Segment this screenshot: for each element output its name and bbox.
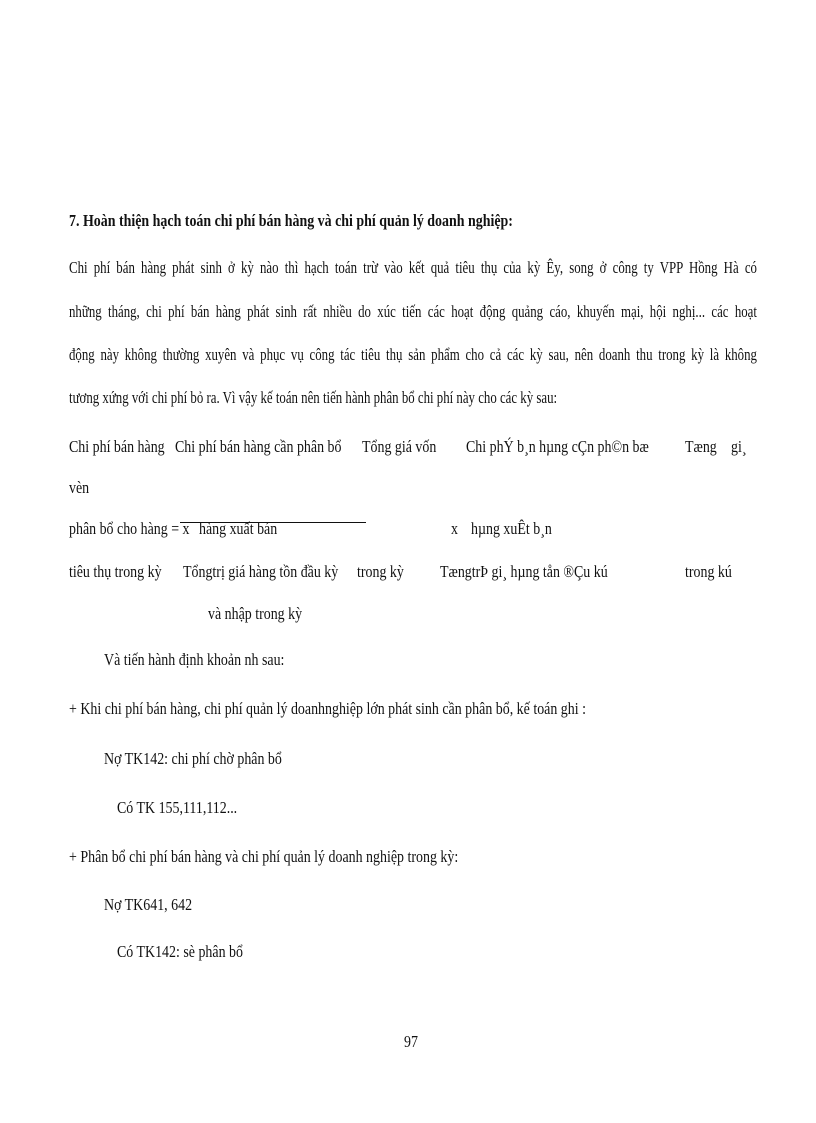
paragraph-line-4: tương xứng với chi phí bỏ ra. Vì vậy kế toán nên tiến hành phân bổ chi phí này cho các kỳ sau: [69, 388, 558, 407]
page-number: 97 [404, 1032, 418, 1051]
formula-r2-a: phân bổ cho hàng = x [69, 519, 190, 538]
paragraph-line-3: động này không thường xuyên và phục vụ công tác tiêu thụ sản phẩm cho cả các kỳ sau, nên doanh thu trong kỳ là không [69, 345, 757, 364]
formula-r3-a: tiêu thụ trong kỳ [69, 562, 162, 581]
formula-r2-c: x [451, 519, 458, 538]
case2-credit: Có TK142: sè phân bổ [117, 942, 243, 961]
case2-debit: Nợ TK641, 642 [104, 895, 193, 914]
paragraph-line-1: Chi phí bán hàng phát sinh ở kỳ nào thì hạch toán trừ vào kết quả tiêu thụ của kỳ Êy, song ở công ty VPP Hồng Hà có [69, 258, 757, 277]
formula-r1-cont: vèn [69, 478, 90, 497]
formula-r3-d: TængtrÞ gi¸ hµng tån ®Çu kú [440, 562, 608, 581]
formula-r1-b: Chi phí bán hàng cần phân bổ [175, 437, 342, 456]
case1-line: + Khi chi phí bán hàng, chi phí quản lý doanhnghiệp lớn phát sinh cần phân bổ, kế toán ghi : [69, 699, 586, 718]
formula-r3-b: Tổngtrị giá hàng tồn đầu kỳ [183, 562, 339, 581]
case1-credit: Có TK 155,111,112... [117, 798, 238, 817]
formula-r4: và nhập trong kỳ [208, 604, 303, 623]
intro-line: Và tiến hành định khoản nh sau: [104, 650, 285, 669]
fraction-line [180, 522, 366, 523]
formula-r2-b: hàng xuất bán [199, 519, 278, 538]
formula-r1-a: Chi phí bán hàng [69, 437, 165, 456]
paragraph-line-2: những tháng, chi phí bán hàng phát sinh rất nhiều do xúc tiến các hoạt động quảng cáo, khuyến mại, hội nghị... các hoạt [69, 302, 757, 321]
formula-r1-d: Chi phÝ b¸n hµng cÇn ph©n bæ [466, 437, 649, 456]
formula-r1-c: Tổng giá vốn [362, 437, 437, 456]
section-heading: 7. Hoàn thiện hạch toán chi phí bán hàng và chi phí quản lý doanh nghiệp: [69, 211, 513, 230]
case1-debit: Nợ TK142: chi phí chờ phân bổ [104, 749, 282, 768]
formula-r2-d: hµng xuÊt b¸n [471, 519, 552, 538]
formula-r3-e: trong kú [685, 562, 732, 581]
case2-line: + Phân bổ chi phí bán hàng và chi phí quản lý doanh nghiệp trong kỳ: [69, 847, 459, 866]
formula-r1-f: gi¸ [731, 437, 747, 456]
formula-r3-c: trong kỳ [357, 562, 404, 581]
formula-r1-e: Tæng [685, 437, 717, 456]
